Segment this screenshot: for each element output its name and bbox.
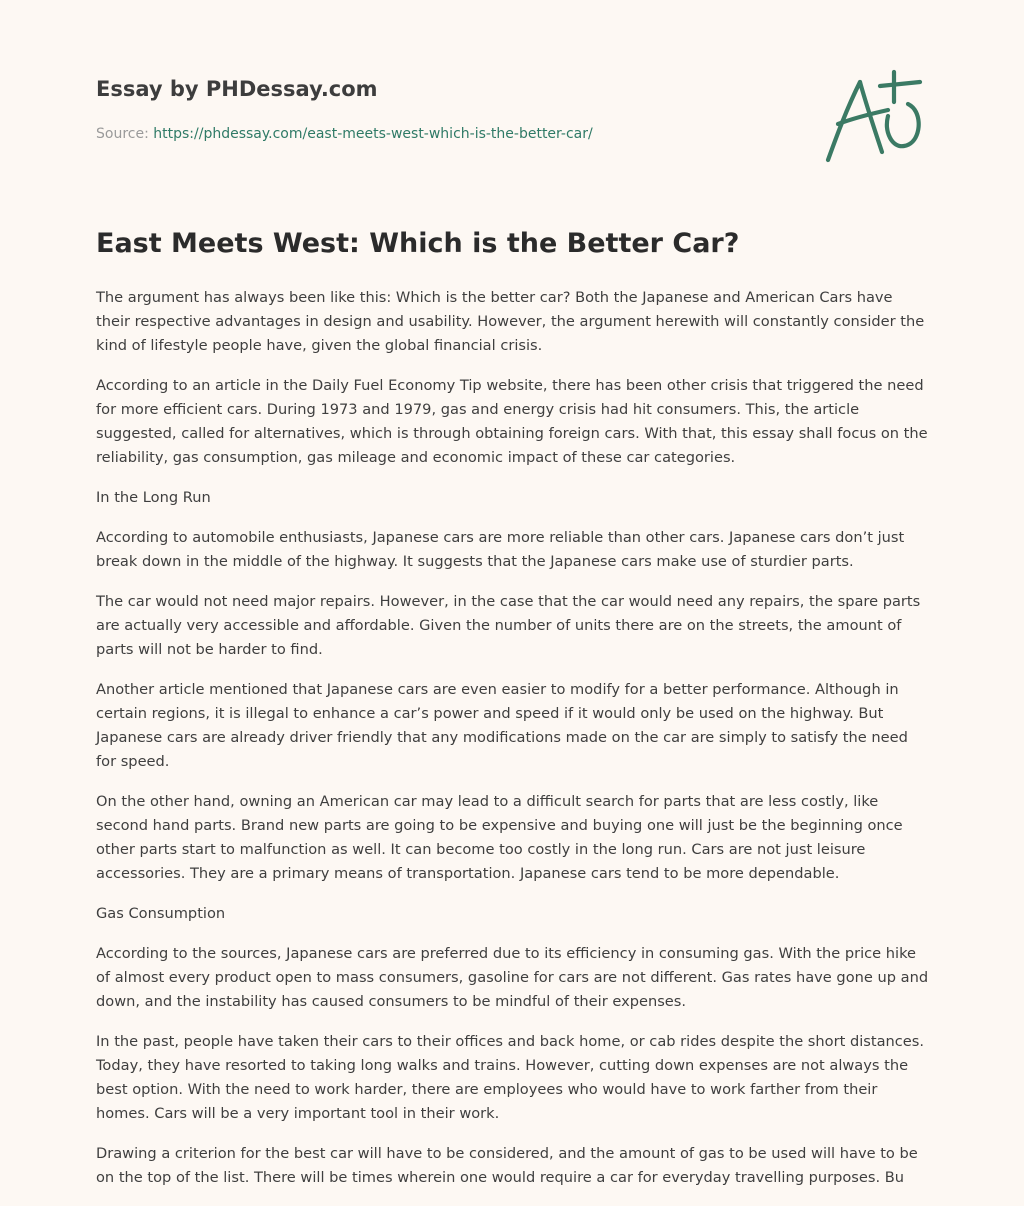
site-brand: Essay by PHDessay.com	[96, 77, 378, 101]
essay-header	[96, 74, 796, 144]
paragraph: The car would not need major repairs. However, in the case that the car would need any repairs, the spare parts are actually very accessible and affordable. Given the number of units there are on the streets, the amount of parts will not be harder to find.	[96, 593, 921, 658]
source-label: Source:	[96, 126, 149, 142]
paragraph: According to automobile enthusiasts, Japanese cars are more reliable than other cars. Japanese cars don’t just break down in the middle of the highway. It suggests that the Japanese cars make use of sturdier parts.	[96, 529, 905, 570]
section-heading: In the Long Run	[96, 489, 211, 506]
essay-title: East Meets West: Which is the Better Car?	[96, 228, 740, 259]
paragraph: On the other hand, owning an American car may lead to a difficult search for parts that are less costly, like second hand parts. Brand new parts are going to be expensive and buying one will just be the beginning once other parts start to malfunction as well. It can become too costly in the long run. Cars are not just leisure accessories. They are a primary means of transportation. Japanese cars tend to be more dependable.	[96, 793, 903, 882]
source-link[interactable]: https://phdessay.com/east-meets-west-which-is-the-better-car/	[153, 126, 593, 142]
section-heading: Gas Consumption	[96, 905, 226, 922]
paragraph: The argument has always been like this: Which is the better car? Both the Japanese and American Cars have their respective advantages in design and usability. However, the argument herewith will constantly consider the kind of lifestyle people have, given the global financial crisis.	[96, 289, 925, 354]
paragraph: Drawing a criterion for the best car will have to be considered, and the amount of gas to be used will have to be on the top of the list. There will be times wherein one would require a car for everyday travelling purposes. Bu	[96, 1145, 918, 1186]
paragraph: According to the sources, Japanese cars are preferred due to its efficiency in consuming gas. With the price hike of almost every product open to mass consumers, gasoline for cars are not different. Gas rates have gone up and down, and the instability has caused consumers to be mindful of their expenses.	[96, 945, 929, 1010]
paragraph: Another article mentioned that Japanese cars are even easier to modify for a better performance. Although in certain regions, it is illegal to enhance a car’s power and speed if it would only be used on the highway. But Japanese cars are already driver friendly that any modifications made on the car are simply to satisfy the need for speed.	[96, 681, 908, 770]
source-line	[96, 124, 796, 144]
paragraph: In the past, people have taken their cars to their offices and back home, or cab rides despite the short distances. Today, they have resorted to taking long walks and trains. However, cutting down expenses are not always the best option. With the need to work harder, there are employees who would have to work farther from their homes. Cars will be a very important tool in their work.	[96, 1033, 925, 1122]
essay-content	[96, 224, 930, 1206]
a-plus-grade-logo-icon	[822, 68, 926, 164]
paragraph: According to an article in the Daily Fuel Economy Tip website, there has been other crisis that triggered the need for more efficient cars. During 1973 and 1979, gas and energy crisis had hit consumers. This, the article suggested, called for alternatives, which is through obtaining foreign cars. With that, this essay shall focus on the reliability, gas consumption, gas mileage and economic impact of these car categories.	[96, 377, 928, 466]
